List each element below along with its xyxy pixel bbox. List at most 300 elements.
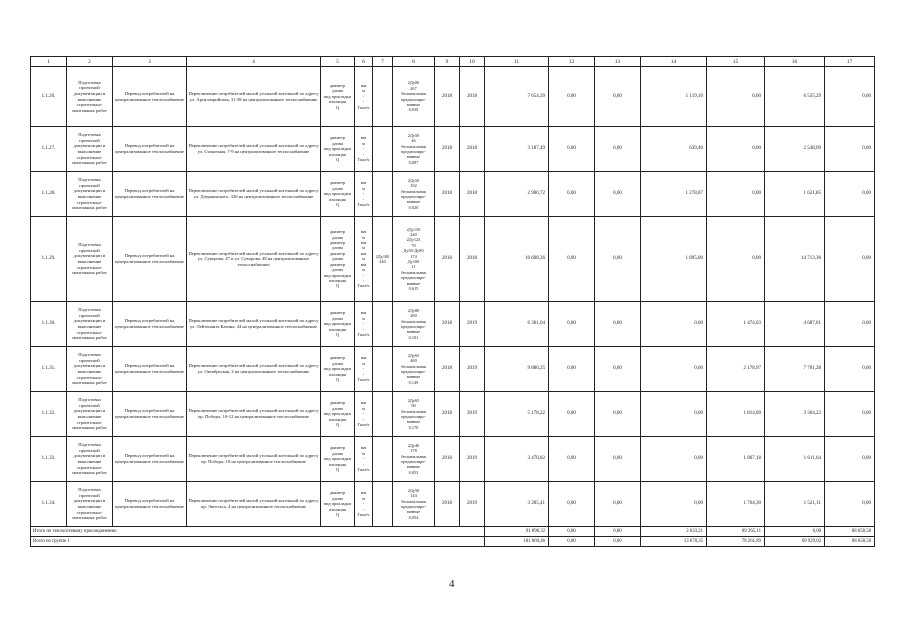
cost-column-17: 0,00 — [825, 302, 875, 347]
column-number-cell: 6 — [355, 57, 373, 67]
parameter-values-line: предизолиро- — [401, 459, 426, 464]
parameter-units-line: Гкал/ч — [357, 422, 370, 428]
parameter-units-line: - — [362, 277, 365, 283]
parameter-names-line: Q — [335, 377, 340, 383]
parameter-values-line: 2Ду65 — [407, 352, 420, 358]
cost-column-17: 0,00 — [825, 127, 875, 172]
parameter-units-line: мм — [360, 490, 367, 496]
parameter-units-line: - — [362, 501, 365, 507]
cost-column-16: 4 687,01 — [765, 302, 825, 347]
parameter-names-line: Q — [335, 422, 340, 428]
parameter-units-line: - — [362, 506, 365, 512]
parameter-names-line: длина — [332, 405, 343, 411]
project-purpose: Перевод потребителей на централизованное теплоснабжение — [113, 347, 187, 392]
parameter-values-line: ванные — [406, 329, 421, 335]
parameter-units-line: - — [362, 366, 365, 372]
cost-column-13: 0,00 — [595, 347, 641, 392]
parameter-values-line: предизолиро- — [401, 96, 426, 102]
end-year: 2018 — [460, 127, 485, 172]
cost-column-15: 0,00 — [707, 217, 765, 302]
project-title: Переключение потребителей малой угольной котельной по адресу ул. Октябрьская, 3 на централизованное теплоснабжение — [187, 347, 321, 392]
parameter-names — [321, 67, 355, 127]
cost-column-15: 1 867,18 — [707, 437, 765, 482]
cost-column-16: 3 364,22 — [765, 392, 825, 437]
cost-column-12: 0,00 — [549, 172, 595, 217]
parameter-names-line: диаметр — [329, 355, 346, 361]
parameter-values-line: ванные — [406, 280, 421, 286]
parameter-units-line: мм — [360, 355, 367, 361]
total-cost: 3 478,82 — [485, 437, 549, 482]
parameter-units-line: - — [362, 151, 365, 157]
column-7-value — [373, 347, 393, 392]
total-cost: 3 187,49 — [485, 127, 549, 172]
cost-column-12: 0,00 — [549, 392, 595, 437]
parameter-values — [393, 67, 435, 127]
cost-column-14: 0,00 — [641, 392, 707, 437]
cost-column-14: 0,00 — [641, 437, 707, 482]
total-cost: 2 900,72 — [485, 172, 549, 217]
parameter-names — [321, 437, 355, 482]
parameter-values-line: предизолиро- — [401, 369, 426, 374]
parameter-names-line: длина — [332, 185, 343, 191]
cost-column-13: 0,00 — [595, 482, 641, 527]
parameter-names-line: вид прокладки — [324, 321, 351, 327]
end-year: 2018 — [460, 172, 485, 217]
column-7-value — [373, 127, 393, 172]
parameter-values — [393, 217, 435, 302]
project-purpose: Перевод потребителей на централизованное теплоснабжение — [113, 172, 187, 217]
parameter-values-line: ванные — [406, 419, 421, 425]
parameter-units-line: м — [362, 256, 365, 262]
parameter-names-line: Q — [335, 332, 340, 338]
parameter-units-line: Гкал/ч — [357, 512, 370, 518]
totals-label: Итого по теплосетевому присоединению — [31, 527, 485, 537]
parameter-names-line: изоляция — [329, 277, 346, 283]
parameter-names-line: длина — [332, 245, 343, 251]
investment-program-table-page — [30, 56, 870, 547]
parameter-names — [321, 302, 355, 347]
cost-column-16: 0,00 — [765, 527, 825, 537]
parameter-values-line: ванные — [406, 199, 421, 205]
parameter-values-line: 267 — [410, 85, 417, 91]
column-number-cell: 4 — [187, 57, 321, 67]
parameter-names-line: Q — [335, 157, 340, 163]
parameter-values-line: бесканальная — [401, 188, 426, 194]
column-7-value: 2Ду100 240 — [373, 217, 393, 302]
parameter-values-line: бесканальная — [401, 498, 426, 504]
item-number: 1.1.30. — [31, 302, 67, 347]
cost-column-17: 0,00 — [825, 172, 875, 217]
parameter-values-line: ванные — [406, 101, 421, 107]
cost-column-13: 0,00 — [595, 302, 641, 347]
parameter-names-line: длина — [332, 360, 343, 366]
parameter-values-line: ванные — [406, 374, 421, 380]
parameter-names-line: длина — [332, 267, 343, 273]
parameter-units — [355, 437, 373, 482]
cost-column-16: 2 548,09 — [765, 127, 825, 172]
parameter-units-line: мм — [360, 445, 367, 451]
parameter-values-line: предизолиро- — [401, 275, 426, 281]
parameter-values-line: 90 — [411, 403, 416, 409]
cost-column-14: 1 119,10 — [641, 67, 707, 127]
parameter-values-line: бесканальная — [401, 143, 426, 149]
cost-column-12: 0,00 — [549, 302, 595, 347]
column-number-cell: 2 — [67, 57, 113, 67]
parameter-units-line: мм — [360, 250, 367, 256]
parameter-units-line: - — [362, 99, 365, 105]
column-7-value — [373, 302, 393, 347]
total-cost: 6 361,04 — [485, 302, 549, 347]
item-number: 1.1.31. — [31, 347, 67, 392]
parameter-names-line: изоляция — [329, 326, 346, 332]
parameter-names-line: вид прокладки — [324, 366, 351, 372]
cost-column-14: 0,00 — [641, 302, 707, 347]
item-number: 1.1.28. — [31, 172, 67, 217]
parameter-units-line: Гкал/ч — [357, 467, 370, 473]
parameter-names-line: вид прокладки — [324, 456, 351, 462]
cost-column-12: 0,00 — [549, 347, 595, 392]
parameter-values-line: 174 — [410, 253, 417, 259]
parameter-names — [321, 172, 355, 217]
parameter-names-line: Q — [335, 104, 340, 110]
parameter-names — [321, 217, 355, 302]
cost-column-13: 0,00 — [595, 217, 641, 302]
parameter-names-line: изоляция — [329, 151, 346, 157]
parameter-values-line: 192 — [410, 183, 417, 189]
parameter-names-line: диаметр — [329, 250, 346, 256]
parameter-units-line: м — [362, 495, 365, 501]
parameter-units-line: - — [362, 191, 365, 197]
table-row — [31, 437, 875, 482]
parameter-values-line: 46 — [411, 138, 416, 144]
cost-column-17: 88 658,58 — [825, 527, 875, 537]
parameter-units-line: - — [362, 326, 365, 332]
work-type: Подготовка проектной документации и выполнение строительно-монтажных работ — [67, 127, 113, 172]
table-row — [31, 67, 875, 127]
parameter-values-line: предизолиро- — [401, 149, 426, 154]
cost-column-12: 0,00 — [549, 67, 595, 127]
parameter-names-line: изоляция — [329, 506, 346, 512]
parameter-values-line: 2Ду125 — [406, 237, 421, 243]
parameter-values — [393, 172, 435, 217]
project-purpose: Перевод потребителей на централизованное теплоснабжение — [113, 482, 187, 527]
parameter-units-line: - — [362, 371, 365, 377]
column-number-cell: 10 — [460, 57, 485, 67]
parameter-names-line: диаметр — [329, 261, 346, 267]
cost-column-16: 6 535,29 — [765, 67, 825, 127]
cost-column-13: 0,00 — [595, 127, 641, 172]
totals-label: Всего по группе 1 — [31, 537, 485, 547]
project-purpose: Перевод потребителей на централизованное теплоснабжение — [113, 217, 187, 302]
end-year: 2019 — [460, 347, 485, 392]
parameter-units-line: мм — [360, 240, 367, 246]
project-title: Переключение потребителей малой угольной котельной по адресу пр. Победы, 10-12 на централизованное теплоснабжение — [187, 392, 321, 437]
table-row — [31, 172, 875, 217]
total-cost: 9 880,25 — [485, 347, 549, 392]
parameter-units — [355, 392, 373, 437]
parameter-units-line: мм — [360, 261, 367, 267]
parameter-values — [393, 437, 435, 482]
cost-column-15: 89 265,11 — [707, 527, 765, 537]
cost-column-14: 639,40 — [641, 127, 707, 172]
parameter-values — [393, 127, 435, 172]
parameter-units-line: мм — [360, 400, 367, 406]
start-year: 2018 — [435, 482, 460, 527]
parameter-names-line: изоляция — [329, 461, 346, 467]
project-title: Переключение потребителей малой угольной котельной по адресу ул. Дзержинского, 326 на централизованное теплоснабжение — [187, 172, 321, 217]
parameter-units — [355, 482, 373, 527]
cost-column-16: 1 621,85 — [765, 172, 825, 217]
column-number-cell: 8 — [393, 57, 435, 67]
column-number-cell: 9 — [435, 57, 460, 67]
table-body — [31, 57, 875, 547]
cost-column-14: 0,00 — [641, 347, 707, 392]
project-purpose: Перевод потребителей на централизованное теплоснабжение — [113, 127, 187, 172]
parameter-names-line: диаметр — [329, 240, 346, 246]
cost-column-17: 88 658,58 — [825, 537, 875, 547]
cost-column-12: 0,00 — [549, 482, 595, 527]
work-type: Подготовка проектной документации и выполнение строительно-монтажных работ — [67, 437, 113, 482]
project-title: Переключение потребителей малой угольной котельной по адресу ул. Суворова, 47 и ул. Суворова, 48 на централизованное теплоснабжение — [187, 217, 321, 302]
column-number-cell: 15 — [707, 57, 765, 67]
parameter-names — [321, 392, 355, 437]
start-year: 2018 — [435, 172, 460, 217]
total-cost: 7 654,39 — [485, 67, 549, 127]
parameter-names-line: длина — [332, 88, 343, 94]
column-7-value — [373, 172, 393, 217]
cost-column-12: 0,00 — [549, 437, 595, 482]
parameter-units-line: - — [362, 146, 365, 152]
parameter-units-line: мм — [360, 82, 367, 88]
project-title: Переключение потребителей малой угольной котельной по адресу ул. Артиллерийская, 31-38 на централизованное теплоснабжение — [187, 67, 321, 127]
cost-column-16: 1 611,64 — [765, 437, 825, 482]
parameter-values-line: 280 — [410, 313, 417, 319]
parameter-values-line: предизолиро- — [401, 324, 426, 329]
column-number-cell: 16 — [765, 57, 825, 67]
parameter-names-line: изоляция — [329, 99, 346, 105]
parameter-units — [355, 67, 373, 127]
parameter-units-line: Гкал/ч — [357, 202, 370, 208]
cost-column-17: 0,00 — [825, 482, 875, 527]
parameter-values-line: 2Ду80 — [407, 307, 420, 313]
column-7-value — [373, 392, 393, 437]
parameter-values-line: Ду50-Ду80 — [403, 248, 424, 254]
column-number-cell: 1 — [31, 57, 67, 67]
cost-column-12: 0,00 — [549, 127, 595, 172]
parameter-values-line: 2Ду65 — [407, 397, 420, 403]
parameter-names-line: изоляция — [329, 196, 346, 202]
parameter-values-line: 0,053 — [408, 469, 419, 475]
parameter-names-line: длина — [332, 315, 343, 321]
cost-column-16: 1 521,11 — [765, 482, 825, 527]
cost-column-14: 13 678,35 — [641, 537, 707, 547]
parameter-names-line: диаметр — [329, 135, 346, 141]
parameter-units-line: мм — [360, 135, 367, 141]
parameter-units — [355, 127, 373, 172]
item-number: 1.1.33. — [31, 437, 67, 482]
parameter-units-line: - — [362, 196, 365, 202]
cost-column-14: 2 633,21 — [641, 527, 707, 537]
parameter-names-line: длина — [332, 140, 343, 146]
end-year: 2018 — [460, 67, 485, 127]
parameter-values — [393, 302, 435, 347]
project-title: Переключение потребителей малой угольной котельной по адресу ул. Станочная, 7-9 на централизованное теплоснабжение — [187, 127, 321, 172]
parameter-values-line: ванные — [406, 464, 421, 470]
cost-column-16: 69 929,02 — [765, 537, 825, 547]
total-cost: 91 898,32 — [485, 527, 549, 537]
parameter-names — [321, 127, 355, 172]
start-year: 2018 — [435, 347, 460, 392]
parameter-units-line: Гкал/ч — [357, 104, 370, 110]
parameter-names-line: диаметр — [329, 310, 346, 316]
work-type: Подготовка проектной документации и выполнение строительно-монтажных работ — [67, 347, 113, 392]
column-number-cell: 7 — [373, 57, 393, 67]
parameter-names-line: длина — [332, 495, 343, 501]
column-number-cell: 12 — [549, 57, 595, 67]
parameter-values-line: бесканальная — [401, 91, 426, 97]
parameter-values-line: ванные — [406, 509, 421, 515]
project-title: Переключение потребителей малой угольной котельной по адресу ул. Лейтенанта Катина, 44 на централизованное теплоснабжение — [187, 302, 321, 347]
project-title: Переключение потребителей малой угольной котельной по адресу пр. Энгельса, 4 на централизованное теплоснабжение — [187, 482, 321, 527]
parameter-values-line: 0,020 — [408, 204, 419, 210]
total-cost: 3 285,41 — [485, 482, 549, 527]
parameter-names-line: вид прокладки — [324, 93, 351, 99]
column-number-cell: 17 — [825, 57, 875, 67]
start-year: 2018 — [435, 127, 460, 172]
parameter-names-line: диаметр — [329, 180, 346, 186]
column-7-value — [373, 482, 393, 527]
cost-column-14: 0,00 — [641, 482, 707, 527]
parameter-names-line: Q — [335, 512, 340, 518]
cost-column-15: 1 474,03 — [707, 302, 765, 347]
project-purpose: Перевод потребителей на централизованное теплоснабжение — [113, 437, 187, 482]
parameter-units-line: - — [362, 416, 365, 422]
parameter-values-line: бесканальная — [401, 318, 426, 324]
parameter-values-line: 0,615 — [408, 286, 419, 292]
cost-column-15: 0,00 — [707, 127, 765, 172]
parameter-names — [321, 347, 355, 392]
item-number: 1.1.32. — [31, 392, 67, 437]
parameter-units-line: мм — [360, 229, 367, 235]
parameter-names-line: диаметр — [329, 82, 346, 88]
parameter-names-line: длина — [332, 450, 343, 456]
parameter-units-line: мм — [360, 310, 367, 316]
work-type: Подготовка проектной документации и выполнение строительно-монтажных работ — [67, 67, 113, 127]
page-number: 4 — [449, 578, 455, 590]
cost-column-13: 0,00 — [595, 392, 641, 437]
item-number: 1.1.34. — [31, 482, 67, 527]
work-type: Подготовка проектной документации и выполнение строительно-монтажных работ — [67, 482, 113, 527]
parameter-values-line: 240 — [410, 231, 417, 237]
parameter-names — [321, 482, 355, 527]
parameter-units-line: м — [362, 234, 365, 240]
total-cost: 5 178,22 — [485, 392, 549, 437]
parameter-names-line: вид прокладки — [324, 411, 351, 417]
parameter-units — [355, 347, 373, 392]
parameter-values-line: 178 — [410, 448, 417, 454]
item-number: 1.1.27. — [31, 127, 67, 172]
cost-column-15: 1 814,00 — [707, 392, 765, 437]
table-row — [31, 347, 875, 392]
parameter-names-line: вид прокладки — [324, 146, 351, 152]
parameter-names-line: изоляция — [329, 416, 346, 422]
projects-table — [30, 56, 875, 547]
parameter-values — [393, 482, 435, 527]
parameter-values-line: 0,039 — [408, 107, 419, 113]
project-purpose: Перевод потребителей на централизованное теплоснабжение — [113, 302, 187, 347]
table-row — [31, 302, 875, 347]
cost-column-15: 0,00 — [707, 67, 765, 127]
column-number-cell: 13 — [595, 57, 641, 67]
parameter-values-line: бесканальная — [401, 408, 426, 414]
project-purpose: Перевод потребителей на централизованное теплоснабжение — [113, 392, 187, 437]
total-cost: 16 608,36 — [485, 217, 549, 302]
cost-column-17: 0,00 — [825, 437, 875, 482]
cost-column-17: 0,00 — [825, 217, 875, 302]
parameter-units — [355, 302, 373, 347]
cost-column-17: 0,00 — [825, 67, 875, 127]
table-row — [31, 392, 875, 437]
total-cost: 181 869,46 — [485, 537, 549, 547]
end-year: 2019 — [460, 482, 485, 527]
project-title: Переключение потребителей малой угольной котельной по адресу пр. Победы, 18 на централизованное теплоснабжение — [187, 437, 321, 482]
cost-column-13: 0,00 — [595, 172, 641, 217]
parameter-values-line: 2Ду50 — [407, 177, 420, 183]
cost-column-14: 1 895,00 — [641, 217, 707, 302]
start-year: 2018 — [435, 67, 460, 127]
cost-column-13: 0,00 — [595, 67, 641, 127]
table-row — [31, 482, 875, 527]
parameter-values-line: 2Ду150 — [406, 226, 421, 232]
work-type: Подготовка проектной документации и выполнение строительно-монтажных работ — [67, 392, 113, 437]
parameter-units-line: Гкал/ч — [357, 377, 370, 383]
parameter-values-line: 0,101 — [408, 334, 419, 340]
parameter-values-line: 70 — [411, 242, 416, 248]
column-number-cell: 3 — [113, 57, 187, 67]
parameter-names-line: диаметр — [329, 400, 346, 406]
parameter-units-line: м — [362, 450, 365, 456]
work-type: Подготовка проектной документации и выполнение строительно-монтажных работ — [67, 217, 113, 302]
parameter-values-line: 0,087 — [408, 159, 419, 165]
cost-column-15: 1 764,30 — [707, 482, 765, 527]
parameter-names-line: длина — [332, 256, 343, 262]
parameter-names-line: диаметр — [329, 229, 346, 235]
parameter-values-line: 2Ду40 — [407, 442, 420, 448]
parameter-units-line: м — [362, 185, 365, 191]
parameter-units-line: мм — [360, 180, 367, 186]
parameter-units — [355, 172, 373, 217]
item-number: 1.1.29. — [31, 217, 67, 302]
parameter-values-line: 2Ду50 — [407, 487, 420, 493]
parameter-values-line: бесканальная — [401, 453, 426, 459]
parameter-units-line: - — [362, 272, 365, 278]
cost-column-12: 0,00 — [549, 537, 595, 547]
totals-row — [31, 537, 875, 547]
parameter-units-line: - — [362, 93, 365, 99]
parameter-values-line: 144 — [410, 493, 417, 499]
parameter-units-line: м — [362, 245, 365, 251]
parameter-values-line: 0,170 — [408, 424, 419, 430]
parameter-units-line: - — [362, 411, 365, 417]
parameter-units-line: - — [362, 456, 365, 462]
end-year: 2019 — [460, 392, 485, 437]
parameter-names-line: изоляция — [329, 371, 346, 377]
parameter-values-line: бесканальная — [401, 269, 426, 275]
parameter-values-line: 2Ду50 — [407, 132, 420, 138]
work-type: Подготовка проектной документации и выполнение строительно-монтажных работ — [67, 172, 113, 217]
parameter-units-line: м — [362, 315, 365, 321]
parameter-names-line: Q — [335, 283, 340, 289]
